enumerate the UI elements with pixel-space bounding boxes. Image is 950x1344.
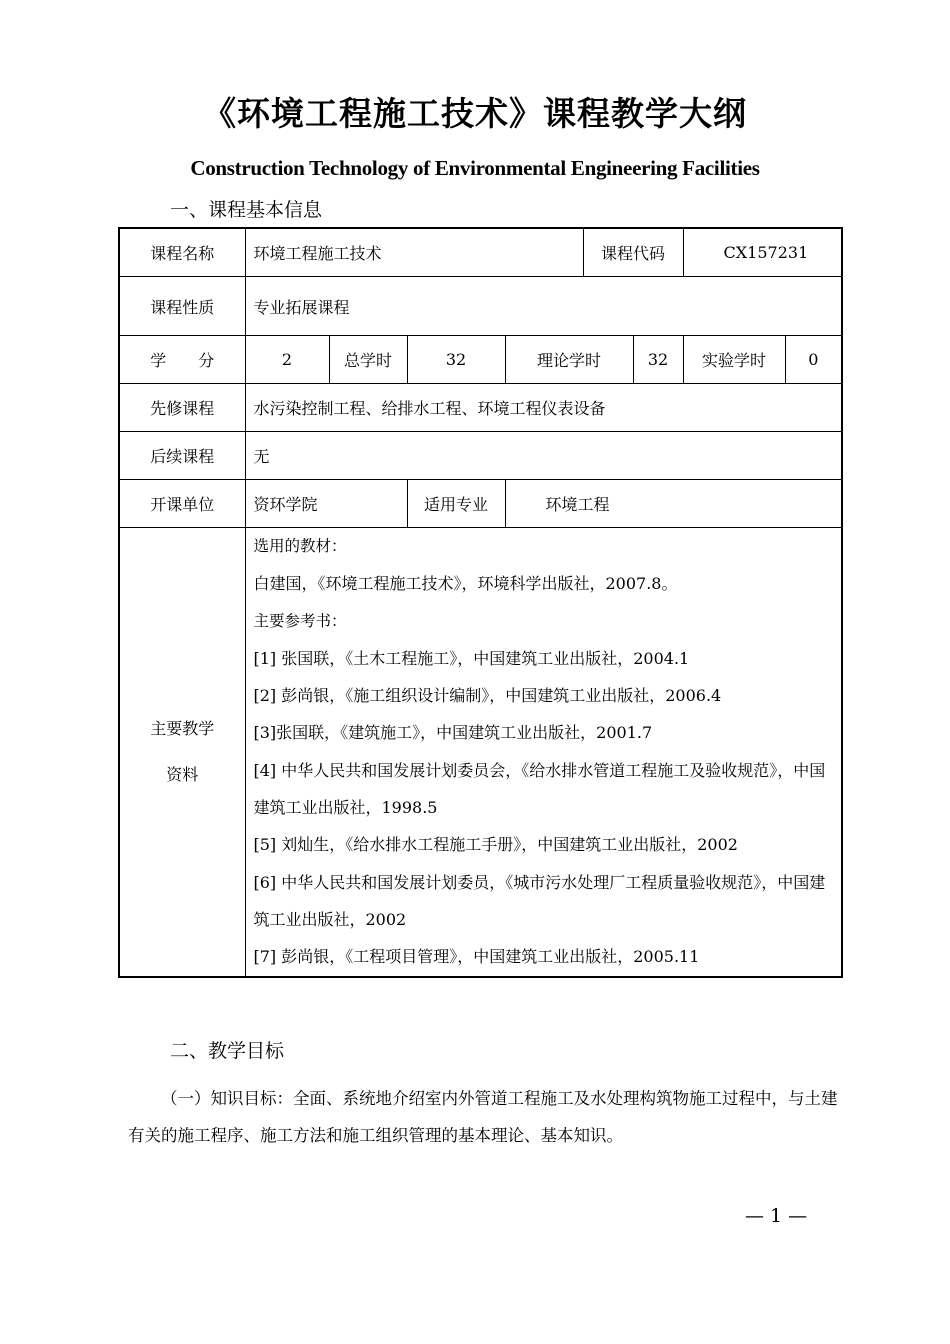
english-subtitle: Construction Technology of Environmental Engineering Facilities [190, 156, 760, 180]
row-prerequisites [119, 384, 842, 432]
materials-label [119, 528, 245, 978]
reference-item: [6] 中华人民共和国发展计划委员，《城市污水处理厂工程质量验收规范》，中国建筑工业出版社，2002 [253, 872, 826, 929]
row-course-name [119, 228, 842, 277]
section-heading-objectives: 二、教学目标 [170, 1040, 285, 1062]
reference-item: [3]张国联，《建筑施工》，中国建筑工业出版社，2001.7 [253, 723, 653, 743]
credit-label: 学 分 [119, 336, 245, 384]
refs-heading: 主要参考书： [253, 611, 347, 630]
lab-hours-value: 0 [785, 336, 842, 384]
row-materials [119, 528, 842, 978]
course-info-table [118, 227, 843, 978]
theory-hours-label: 理论学时 [505, 336, 633, 384]
major-value: 环境工程 [505, 480, 842, 528]
major-label: 适用专业 [407, 480, 505, 528]
textbook-entry: 白建国，《环境工程施工技术》，环境科学出版社，2007.8。 [253, 574, 678, 594]
reference-item: [1] 张国联，《土木工程施工》，中国建筑工业出版社，2004.1 [253, 648, 690, 668]
materials-label-line1: 主要教学 [150, 719, 215, 738]
reference-item: [4] 中华人民共和国发展计划委员会，《给水排水管道工程施工及验收规范》，中国建筑工业出版社，1998.5 [253, 760, 826, 818]
followup-value: 无 [245, 432, 842, 480]
nature-value: 专业拓展课程 [245, 277, 842, 336]
row-department [119, 480, 842, 528]
materials-content [245, 528, 842, 978]
theory-hours-value: 32 [633, 336, 683, 384]
course-code-value: CX157231 [683, 228, 842, 277]
objective-paragraph: （一）知识目标：全面、系统地介绍室内外管道工程施工及水处理构筑物施工过程中，与土建有关的施工程序、施工方法和施工组织管理的基本理论、基本知识。 [128, 1089, 838, 1145]
nature-label: 课程性质 [119, 277, 245, 336]
course-name-value: 环境工程施工技术 [245, 228, 583, 277]
credit-value: 2 [245, 336, 329, 384]
total-hours-label: 总学时 [329, 336, 407, 384]
page-number: — 1 — [745, 1205, 808, 1227]
reference-item: [7] 彭尚银，《工程项目管理》，中国建筑工业出版社，2005.11 [253, 947, 700, 967]
row-course-nature [119, 277, 842, 336]
row-hours [119, 336, 842, 384]
dept-value: 资环学院 [245, 480, 407, 528]
reference-item: [5] 刘灿生，《给水排水工程施工手册》，中国建筑工业出版社，2002 [253, 835, 738, 855]
reference-item: [2] 彭尚银，《施工组织设计编制》，中国建筑工业出版社，2006.4 [253, 686, 722, 706]
textbook-heading: 选用的教材： [253, 537, 347, 555]
section-heading-basic-info: 一、课程基本信息 [170, 199, 323, 221]
document-title: 《环境工程施工技术》课程教学大纲 [203, 94, 747, 133]
course-name-label: 课程名称 [119, 228, 245, 277]
lab-hours-label: 实验学时 [683, 336, 785, 384]
materials-label-line2: 资料 [166, 765, 199, 784]
dept-label: 开课单位 [119, 480, 245, 528]
course-code-label: 课程代码 [583, 228, 683, 277]
followup-label: 后续课程 [119, 432, 245, 480]
prereq-label: 先修课程 [119, 384, 245, 432]
prereq-value: 水污染控制工程、给排水工程、环境工程仪表设备 [245, 384, 842, 432]
total-hours-value: 32 [407, 336, 505, 384]
row-followup [119, 432, 842, 480]
